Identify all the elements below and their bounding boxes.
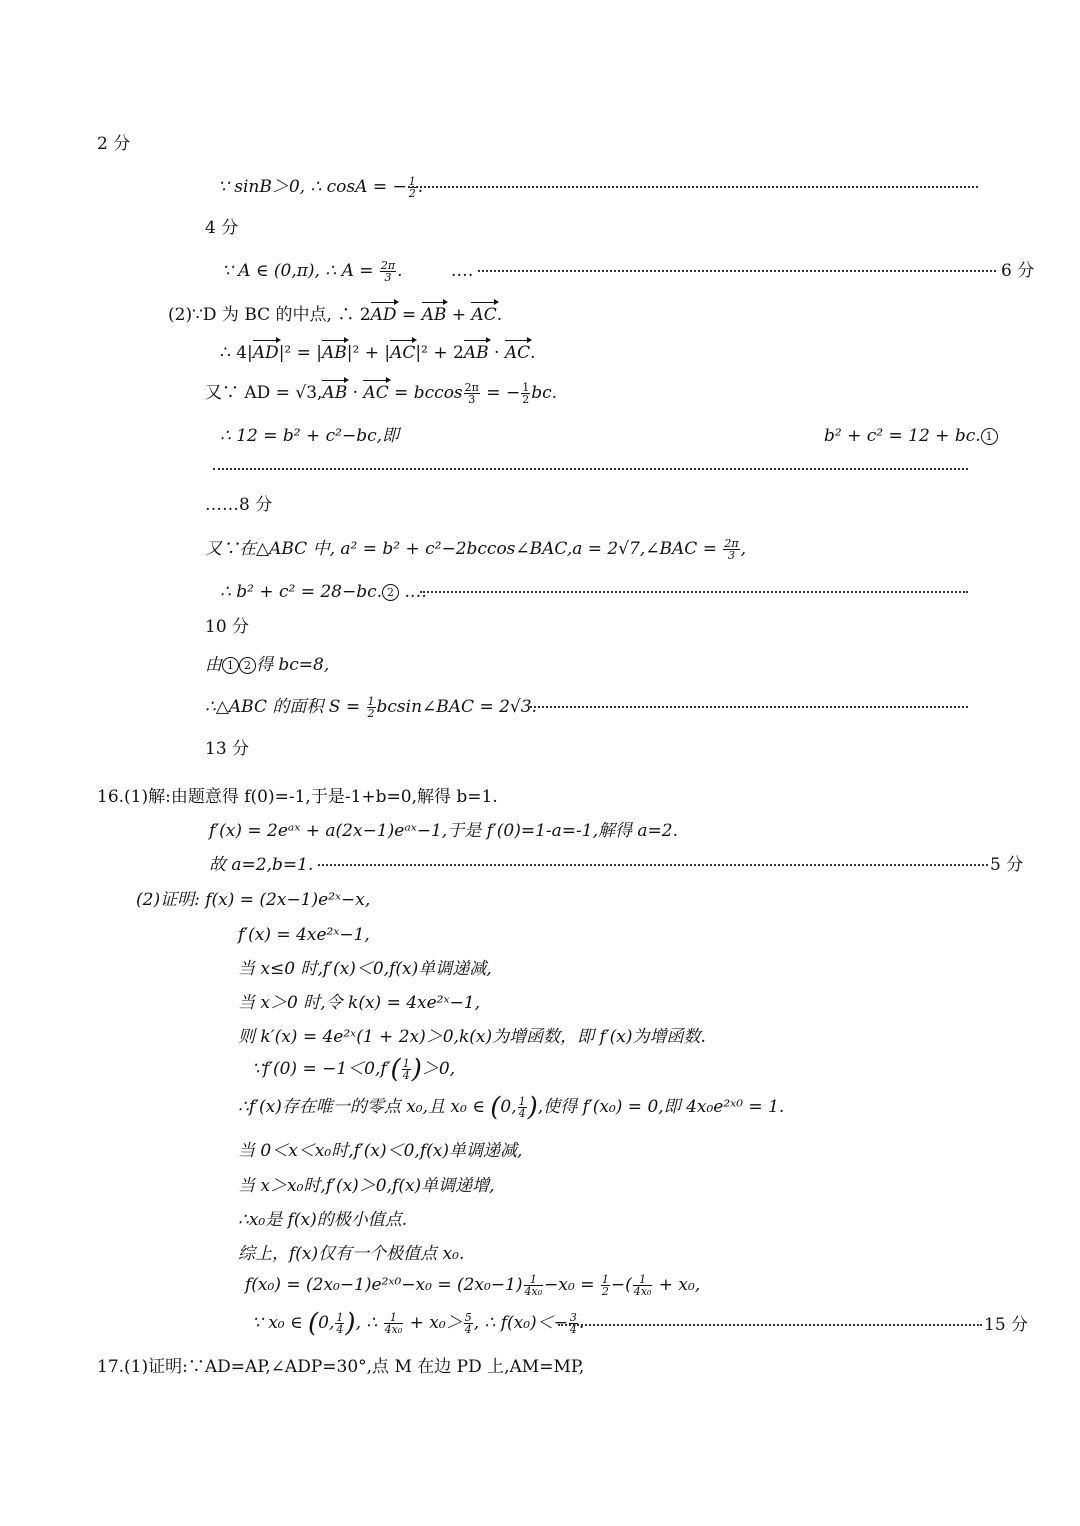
twelve-line: ∴ 12 = b² + c²−bc,即	[220, 426, 400, 446]
p17-line-1: 17.(1)证明:∵AD=AP,∠ADP=30°,点 M 在边 PD 上,AM=MP,	[97, 1357, 585, 1377]
frac-2pi-3b: $\frac{2\pi}{3}$	[464, 381, 479, 406]
p16-line-10: ∴f′(x)存在唯一的零点 x₀,且 x₀ ∈ (0, $\frac{1}{4}$ ),使得 f′(x₀) = 0,即 4x₀e²ˣ⁰ = 1.	[238, 1092, 785, 1123]
ellipsis: .…	[451, 261, 474, 281]
dotted-leader	[213, 468, 968, 470]
p16-line-12: 当 x＞x₀时,f′(x)＞0,f(x)单调递增,	[238, 1176, 495, 1196]
p16-line-1: 16.(1)解:由题意得 f(0)=-1,于是-1+b=0,解得 b=1.	[97, 787, 498, 807]
frac-5-4: $\frac{5}{4}$	[464, 1311, 472, 1336]
score-8: ……8 分	[205, 495, 273, 515]
p16-line-16: ∵ x₀ ∈ (0, $\frac{1}{4}$ ), ∴ $\frac{1}{\text{4x₀}}$ + x₀＞ $\frac{5}{4}$ , ∴ f(x₀)＜− $\frac{3}{4}$ .	[252, 1308, 585, 1339]
frac-1-4x0-c: $\frac{1}{\text{4x₀}}$	[384, 1311, 403, 1336]
equation-1: b² + c² = 12 + bc. 1	[824, 425, 998, 447]
dot-product-line: 又∵ AD = √3,AB · AC = bccos $\frac{2\pi}{3}$ = − $\frac{1}{2}$ bc.	[205, 381, 557, 406]
square-line: ∴ 4|AD|² = |AB|² + |AC|² + 2AB · AC.	[220, 343, 536, 363]
cos-a-text: ∵ sinB＞0, ∴ cosA = −	[218, 177, 407, 197]
score-5: 5 分	[990, 855, 1024, 875]
score-10: 10 分	[205, 617, 250, 637]
p16-line-15: f(x₀) = (2x₀−1)e²ˣ⁰−x₀ = (2x₀−1) $\frac{1}{\text{4x₀}}$ −x₀ = $\frac{1}{2}$ −( $\frac{1}{\text{4x₀}}$ + x₀,	[245, 1273, 701, 1298]
frac-quarter-c: $\frac{1}{4}$	[336, 1311, 344, 1336]
frac-2pi-3c: $\frac{2\pi}{3}$	[724, 537, 739, 562]
circle-1: 1	[981, 428, 998, 445]
area-line: ∴△ABC 的面积 S = $\frac{1}{2}$ bcsin∠BAC = 2√3.	[205, 695, 537, 720]
dotted-leader	[478, 270, 996, 272]
p16-line-14: 综上，f(x)仅有一个极值点 x₀.	[238, 1244, 465, 1264]
frac-1-4x0: $\frac{1}{\text{4x₀}}$	[524, 1273, 543, 1298]
p16-line-5: f′(x) = 4xe²ˣ−1,	[238, 925, 370, 945]
dotted-leader	[318, 864, 988, 866]
frac-3-4: $\frac{3}{4}$	[569, 1311, 577, 1336]
bc-line: 由 1 2 得 bc=8,	[205, 655, 330, 675]
score-13: 13 分	[205, 739, 250, 759]
p16-line-13: ∴x₀是 f(x)的极小值点.	[238, 1210, 408, 1230]
score-2: 2 分	[97, 134, 131, 154]
p16-line-8: 则 k′(x) = 4e²ˣ(1 + 2x)＞0,k(x)为增函数，即 f′(x)为增函数.	[238, 1027, 706, 1047]
p16-line-4: (2)证明: f(x) = (2x−1)e²ˣ−x,	[136, 890, 371, 910]
frac-quarter-b: $\frac{1}{4}$	[518, 1095, 526, 1120]
p16-line-9: ∵f′(0) = −1＜0,f′( $\frac{1}{4}$ )＞0,	[252, 1054, 456, 1085]
circle-2: 2	[382, 584, 399, 601]
p16-line-6: 当 x≤0 时,f′(x)＜0,f(x)单调递减,	[238, 959, 492, 979]
p16-line-11: 当 0＜x＜x₀时,f′(x)＜0,f(x)单调递减,	[238, 1141, 523, 1161]
p16-line-7: 当 x＞0 时,令 k(x) = 4xe²ˣ−1,	[238, 993, 481, 1013]
a-range-text: ∵ A ∈ (0,π), ∴ A =	[222, 261, 379, 281]
frac-quarter: $\frac{1}{4}$	[402, 1057, 410, 1082]
score-6: 6 分	[1001, 261, 1035, 281]
dotted-leader	[530, 706, 968, 708]
frac-half-c: $\frac{1}{2}$	[367, 695, 375, 720]
p16-line-2: f′(x) = 2eᵃˣ + a(2x−1)eᵃˣ−1,于是 f′(0)=1-a=-1,解得 a=2.	[209, 821, 678, 841]
a-range-line: ∵ A ∈ (0,π), ∴ A = $\frac{2\pi}{3}$ .	[222, 259, 403, 284]
part2-midpoint-line: (2)∵D 为 BC 的中点, ∴ 2AD = AB + AC.	[168, 305, 503, 325]
score-4: 4 分	[205, 218, 239, 238]
p16-line-3: 故 a=2,b=1.	[209, 855, 314, 875]
frac-1-4x0-b: $\frac{1}{\text{4x₀}}$	[633, 1273, 652, 1298]
cosine-law-line: 又∵在△ABC 中, a² = b² + c²−2bccos∠BAC,a = 2√7,∠BAC = $\frac{2\pi}{3}$ ,	[205, 537, 746, 562]
frac-half: $\frac{1}{2}$	[408, 175, 416, 200]
frac-half-d: $\frac{1}{2}$	[601, 1273, 609, 1298]
equation-2: ∴ b² + c² = 28−bc. 2 .…	[220, 582, 427, 602]
frac-half-b: $\frac{1}{2}$	[522, 381, 530, 406]
cos-a-line: ∵ sinB＞0, ∴ cosA = − $\frac{1}{2}$ .	[218, 175, 424, 200]
dotted-leader	[558, 1324, 982, 1326]
score-15: 15 分	[984, 1315, 1029, 1335]
dotted-leader	[420, 591, 968, 593]
dotted-leader	[408, 186, 978, 188]
frac-2pi-3: $\frac{2\pi}{3}$	[380, 259, 396, 284]
